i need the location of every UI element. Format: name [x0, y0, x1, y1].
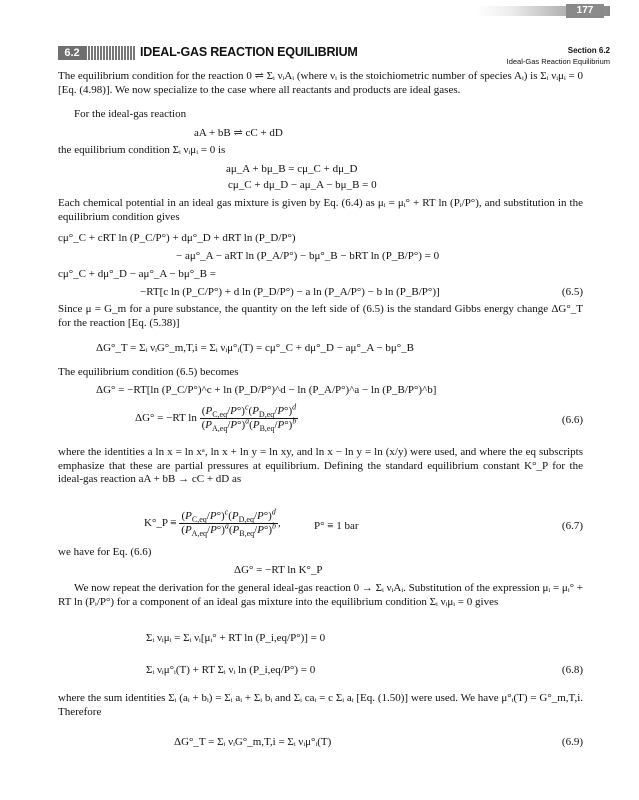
- equation-kp: K°_P ≡ $\frac{(P_{C,eq}/P^\circ)^c(P_{D,eq}/P^\circ)^d}{(P_{A,eq}/P^\circ)^a(P_{B,eq}/P^\circ)^b}$ ,: [144, 507, 281, 539]
- paragraph-intro: The equilibrium condition for the reaction 0 ⇌ Σᵢ νᵢAᵢ (where νᵢ is the stoichiometric number of species Aᵢ) is Σᵢ νᵢμᵢ = 0 [Eq. (4.98)]. We now specialize to the case where all reactants and products are ideal gases.: [58, 70, 583, 96]
- paragraph-identities: where the identities a ln x = ln xᵃ, ln x + ln y = ln xy, and ln x − ln y = ln (x/y) were used, and where the eq subscripts emphasize that these are partial pressures at equilibrium. Defining the standard equilibrium constant K°_P for the ideal-gas reaction aA + bB → cC + dD as: [58, 446, 583, 485]
- equation-g: Σᵢ νᵢμᵢ = Σᵢ νᵢ[μᵢ° + RT ln (P_i,eq/P°)] = 0: [146, 632, 326, 644]
- equation-delta-g-standard: ΔG°_T = Σᵢ νᵢG°_m,T,i = Σᵢ νᵢμ°ᵢ(T) = cμ°_C + dμ°_D − aμ°_A − bμ°_B: [96, 342, 415, 354]
- equation-c-line2: − aμ°_A − aRT ln (P_A/P°) − bμ°_B − bRT ln (P_B/P°) = 0: [176, 250, 440, 262]
- equation-number-6-8: (6.8): [561, 664, 583, 676]
- equation-c-line1: cμ°_C + cRT ln (P_C/P°) + dμ°_D + dRT ln (P_D/P°): [58, 232, 296, 244]
- equation-d-line2: −RT[c ln (P_C/P°) + d ln (P_D/P°) − a ln (P_A/P°) − b ln (P_B/P°)]: [140, 286, 440, 298]
- equation-reaction: aA + bB ⇌ cC + dD: [194, 127, 283, 139]
- page-number: 177: [576, 5, 594, 16]
- equation-h: Σᵢ νᵢμ°ᵢ(T) + RT Σᵢ νᵢ ln (P_i,eq/P°) = 0: [146, 664, 316, 676]
- equation-e-line2-lhs: ΔG° = −RT ln: [135, 412, 197, 425]
- paragraph-we-have: we have for Eq. (6.6): [58, 546, 152, 558]
- equation-kp-lhs: K°_P ≡: [144, 517, 177, 530]
- paragraph-ideal-gas-reaction: For the ideal-gas reaction: [74, 108, 187, 120]
- running-head-title: Ideal-Gas Reaction Equilibrium: [506, 57, 610, 66]
- equation-e-line2: [135, 402, 298, 434]
- equation-b: cμ_C + dμ_D − aμ_A − bμ_B = 0: [228, 179, 377, 191]
- equation-e-line1: ΔG° = −RT[ln (P_C/P°)^c + ln (P_D/P°)^d − ln (P_A/P°)^a − ln (P_B/P°)^b]: [96, 384, 437, 396]
- equation-number-6-5: (6.5): [561, 286, 583, 298]
- equation-number-6-6: (6.6): [561, 414, 583, 426]
- equation-number-6-7: (6.7): [561, 520, 583, 532]
- section-badge: 6.2: [58, 46, 86, 60]
- paragraph-general-reaction: We now repeat the derivation for the general ideal-gas reaction 0 → Σᵢ νᵢAᵢ. Substitution of the expression μᵢ = μᵢ° + RT ln (Pᵢ/P°) for a component of an ideal gas mixture into the equilibrium condition Σᵢ νᵢμᵢ = 0 gives: [58, 582, 583, 608]
- paragraph-chemical-potential: Each chemical potential in an ideal gas mixture is given by Eq. (6.4) as μᵢ = μᵢ° + RT ln (Pᵢ/P°), and substitution in the equilibrium condition gives: [58, 197, 583, 223]
- running-head-section: Section 6.2: [567, 46, 610, 55]
- section-title: IDEAL-GAS REACTION EQUILIBRIUM: [140, 45, 358, 59]
- paragraph-becomes: The equilibrium condition (6.5) becomes: [58, 366, 239, 378]
- equation-i: ΔG°_T = Σᵢ νᵢG°_m,T,i = Σᵢ νᵢμ°ᵢ(T): [174, 736, 332, 748]
- equation-kp-standard-pressure: P° ≡ 1 bar: [314, 520, 359, 532]
- equation-number-6-9: (6.9): [561, 736, 583, 748]
- kp-fraction: $\frac{(P_{C,eq}/P^\circ)^c(P_{D,eq}/P^\circ)^d}{(P_{A,eq}/P^\circ)^a(P_{B,eq}/P^\circ)^b}$: [181, 507, 277, 539]
- equation-f: ΔG° = −RT ln K°_P: [234, 564, 323, 576]
- paragraph-standard-gibbs: Since μ = G_m for a pure substance, the quantity on the left side of (6.5) is the standard Gibbs energy change ΔG°_T for the reaction [Eq. (5.38)]: [58, 303, 583, 329]
- equation-d-line1: cμ°_C + dμ°_D − aμ°_A − bμ°_B =: [58, 268, 216, 280]
- equation-a: aμ_A + bμ_B = cμ_C + dμ_D: [226, 163, 358, 175]
- pressure-ratio-fraction: $\frac{(P_{C,eq}/P^\circ)^c(P_{D,eq}/P^\circ)^d}{(P_{A,eq}/P^\circ)^a(P_{B,eq}/P^\circ)^b}$: [201, 402, 297, 434]
- paragraph-sum-identities: where the sum identities Σᵢ (aᵢ + bᵢ) = Σᵢ aᵢ + Σᵢ bᵢ and Σᵢ caᵢ = c Σᵢ aᵢ [Eq. (1.50)] were used. We have μ°ᵢ(T) = G°_m,T,i. Therefore: [58, 692, 583, 718]
- paragraph-equilibrium-condition: the equilibrium condition Σᵢ νᵢμᵢ = 0 is: [58, 144, 226, 156]
